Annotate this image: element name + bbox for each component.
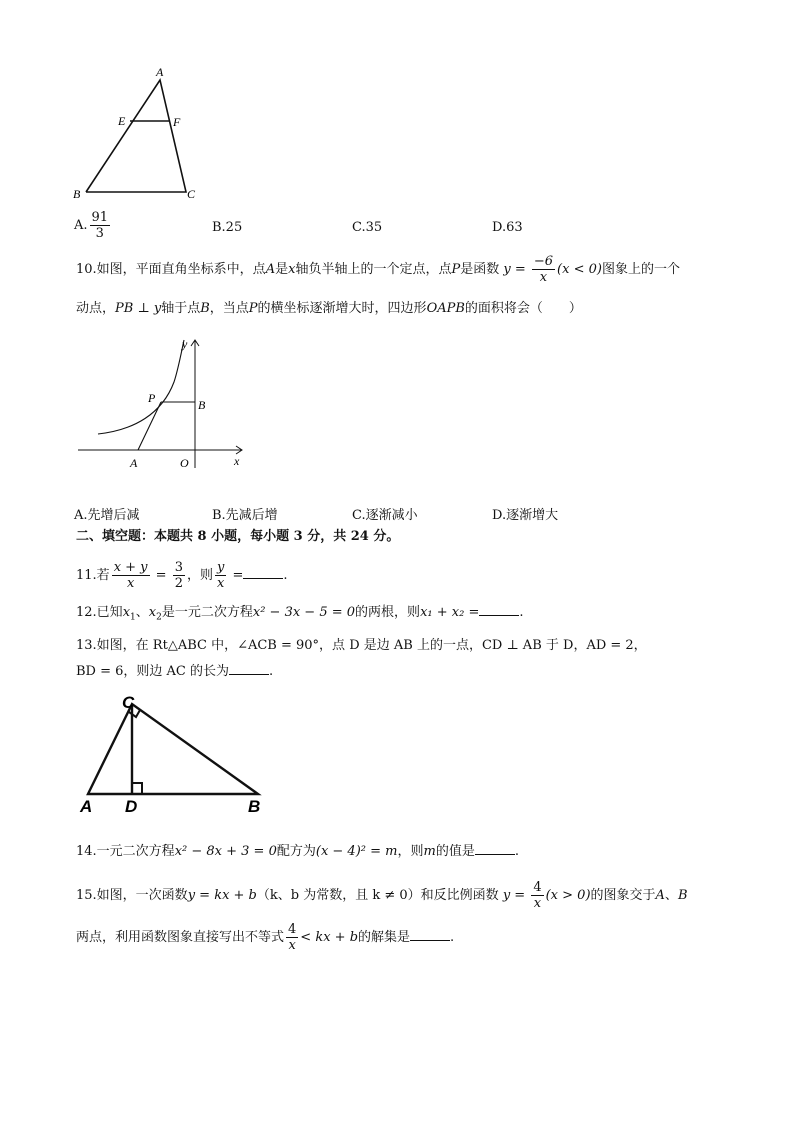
q12-x1: x [122, 605, 131, 620]
q14-suffix2: . [514, 844, 519, 859]
q11-prefix: 11.若 [76, 568, 110, 583]
q15-line2 [76, 922, 454, 953]
q15-cond: (x > 0) [545, 888, 591, 903]
label-b: B [248, 797, 261, 816]
q12-mid: 是一元二次方程 [161, 605, 253, 620]
q12-sub1: 1 [130, 612, 136, 623]
q10-option-b[interactable]: B.先减后增 [212, 508, 278, 523]
q10-option-d[interactable]: D.逐渐增大 [492, 508, 559, 523]
q9-option-c[interactable]: C.35 [352, 220, 383, 235]
q13-answer-blank[interactable] [229, 662, 269, 675]
q15-text: 15.如图，一次函数 [76, 888, 188, 903]
q10-func: y = [503, 262, 526, 277]
label-o: O [180, 456, 189, 470]
q10-var-x: x [288, 262, 296, 277]
figure-hyperbola [74, 334, 254, 474]
q15-var-b: B [677, 888, 688, 903]
q9-option-a-fraction [90, 210, 111, 241]
q10-option-a[interactable]: A.先增后减 [74, 508, 140, 523]
q14-form: (x − 4)² = m [315, 844, 398, 859]
q12-suffix: . [519, 605, 524, 620]
q10-text: 10.如图，平面直角坐标系中，点 [76, 262, 266, 277]
q15-answer-blank[interactable] [410, 928, 450, 941]
q14-answer-blank[interactable] [475, 842, 515, 855]
q9-option-d[interactable]: D.63 [492, 220, 523, 235]
q10-text: 图象上的一个 [601, 262, 680, 277]
q10-text: ，当点 [209, 301, 249, 316]
q10-text: 的横坐标逐渐增大时，四边形 [257, 301, 427, 316]
q10-text: 动点， [76, 301, 116, 316]
q15-text: 的解集是 [358, 930, 411, 945]
q11-den1: x [126, 576, 135, 591]
q15-line1 [76, 880, 688, 911]
q13-line1: 13.如图，在 Rt△ABC 中，∠ACB = 90°，点 D 是边 AB 上的一点，CD ⊥ AB 于 D，AD = 2， [76, 638, 647, 653]
q9-a-num: 91 [91, 210, 109, 225]
q12-line [76, 603, 523, 627]
label-b: B [198, 398, 206, 412]
label-b: B [73, 187, 81, 201]
q10-line2 [76, 300, 582, 318]
q9-option-a[interactable] [74, 210, 112, 241]
label-e: E [118, 114, 126, 128]
q15-den2: x [288, 938, 296, 953]
q14-prefix: 14.一元二次方程 [76, 844, 175, 859]
q10-text: 是函数 [460, 262, 500, 277]
q11-num3: y [217, 560, 225, 575]
q10-num: −6 [533, 254, 554, 269]
q10-text: 是 [275, 262, 289, 277]
q14-suffix1: 的值是 [435, 844, 475, 859]
label-d: D [125, 797, 138, 816]
q10-var-p: P [248, 301, 258, 316]
q11-line [76, 560, 288, 591]
q14-line [76, 842, 519, 861]
label-c: C [187, 187, 196, 201]
q10-fraction [532, 254, 555, 285]
q11-den3: x [217, 576, 225, 591]
q14-mid2: ，则 [397, 844, 424, 859]
label-p: P [148, 391, 156, 405]
q15-fraction [531, 880, 543, 911]
q14-equation: x² − 8x + 3 = 0 [174, 844, 277, 859]
q11-num1: x + y [113, 560, 148, 575]
q11-den2: 2 [174, 576, 183, 591]
q10-den: x [539, 270, 548, 285]
figure-right-triangle [74, 690, 274, 820]
q15-var-a: A [655, 888, 665, 903]
q15-num: 4 [533, 880, 542, 895]
q15-num2: 4 [288, 922, 297, 937]
q14-mid: 配方为 [276, 844, 316, 859]
q15-text: （k、b 为常数，且 k ≠ 0）和反比例函数 [256, 888, 499, 903]
q9-a-den: 3 [95, 226, 104, 241]
section-2-heading: 二、填空题：本题共 8 小题，每小题 3 分，共 24 分。 [76, 529, 400, 544]
q15-sep: 、 [664, 888, 678, 903]
q10-text: 轴负半轴上的一个定点，点 [295, 262, 452, 277]
q10-var-oapb: OAPB [426, 301, 465, 316]
label-a: A [130, 456, 138, 470]
q12-sum: x₁ + x₂ = [420, 605, 480, 620]
q12-answer-blank[interactable] [479, 603, 519, 616]
q10-text: 的面积将会（ ） [464, 301, 582, 316]
label-a: A [156, 65, 164, 79]
q10-line1 [76, 254, 680, 285]
q11-answer-blank[interactable] [243, 566, 283, 579]
label-c: C [122, 693, 135, 712]
q10-cond: (x < 0) [557, 262, 602, 277]
q14-var-m: m [423, 844, 436, 859]
q11-eq1: = [155, 568, 167, 583]
q10-perp: ⊥ [137, 301, 150, 316]
q15-text: 的图象交于 [590, 888, 656, 903]
q11-suffix: . [283, 568, 288, 583]
q12-equation: x² − 3x − 5 = 0 [252, 605, 356, 620]
q15-den: x [533, 896, 542, 911]
q10-var-b: B [200, 301, 210, 316]
q15-fraction-2 [286, 922, 298, 953]
q10-var-pb: PB [115, 301, 134, 316]
q15-inequality: < kx + b [300, 930, 359, 945]
q11-mid: ，则 [187, 568, 214, 583]
label-y: y [182, 337, 188, 351]
q11-num2: 3 [174, 560, 183, 575]
q10-var-y: y [153, 301, 162, 316]
q11-fraction-3 [215, 560, 226, 591]
q13-suffix: . [269, 664, 274, 679]
q10-var-a: A [265, 262, 276, 277]
q11-eq2: = [232, 568, 244, 583]
q15-suffix: . [450, 930, 455, 945]
figure-triangle-aefbc [70, 64, 210, 204]
q10-option-c[interactable]: C.逐渐减小 [352, 508, 418, 523]
label-x: x [234, 454, 240, 468]
q12-prefix: 12.已知 [76, 605, 123, 620]
q15-linear: y = kx + b [187, 888, 257, 903]
label-f: F [173, 115, 181, 129]
q13-text: BD = 6，则边 AC 的长为 [76, 664, 230, 679]
q12-x2: x [148, 605, 157, 620]
q13-line2 [76, 662, 273, 681]
q12-sep: 、 [135, 605, 149, 620]
q15-text: 两点，利用函数图象直接写出不等式 [76, 930, 285, 945]
q9-option-b[interactable]: B.25 [212, 220, 243, 235]
q15-func: y = [502, 888, 526, 903]
q10-text: 轴于点 [161, 301, 201, 316]
q9-option-a-prefix: A. [74, 218, 88, 233]
q11-fraction-1 [112, 560, 150, 591]
q12-sub2: 2 [156, 612, 162, 623]
q10-var-p: P [451, 262, 461, 277]
q12-mid2: 的两根，则 [355, 605, 421, 620]
q11-fraction-2 [173, 560, 185, 591]
label-a: A [80, 797, 93, 816]
